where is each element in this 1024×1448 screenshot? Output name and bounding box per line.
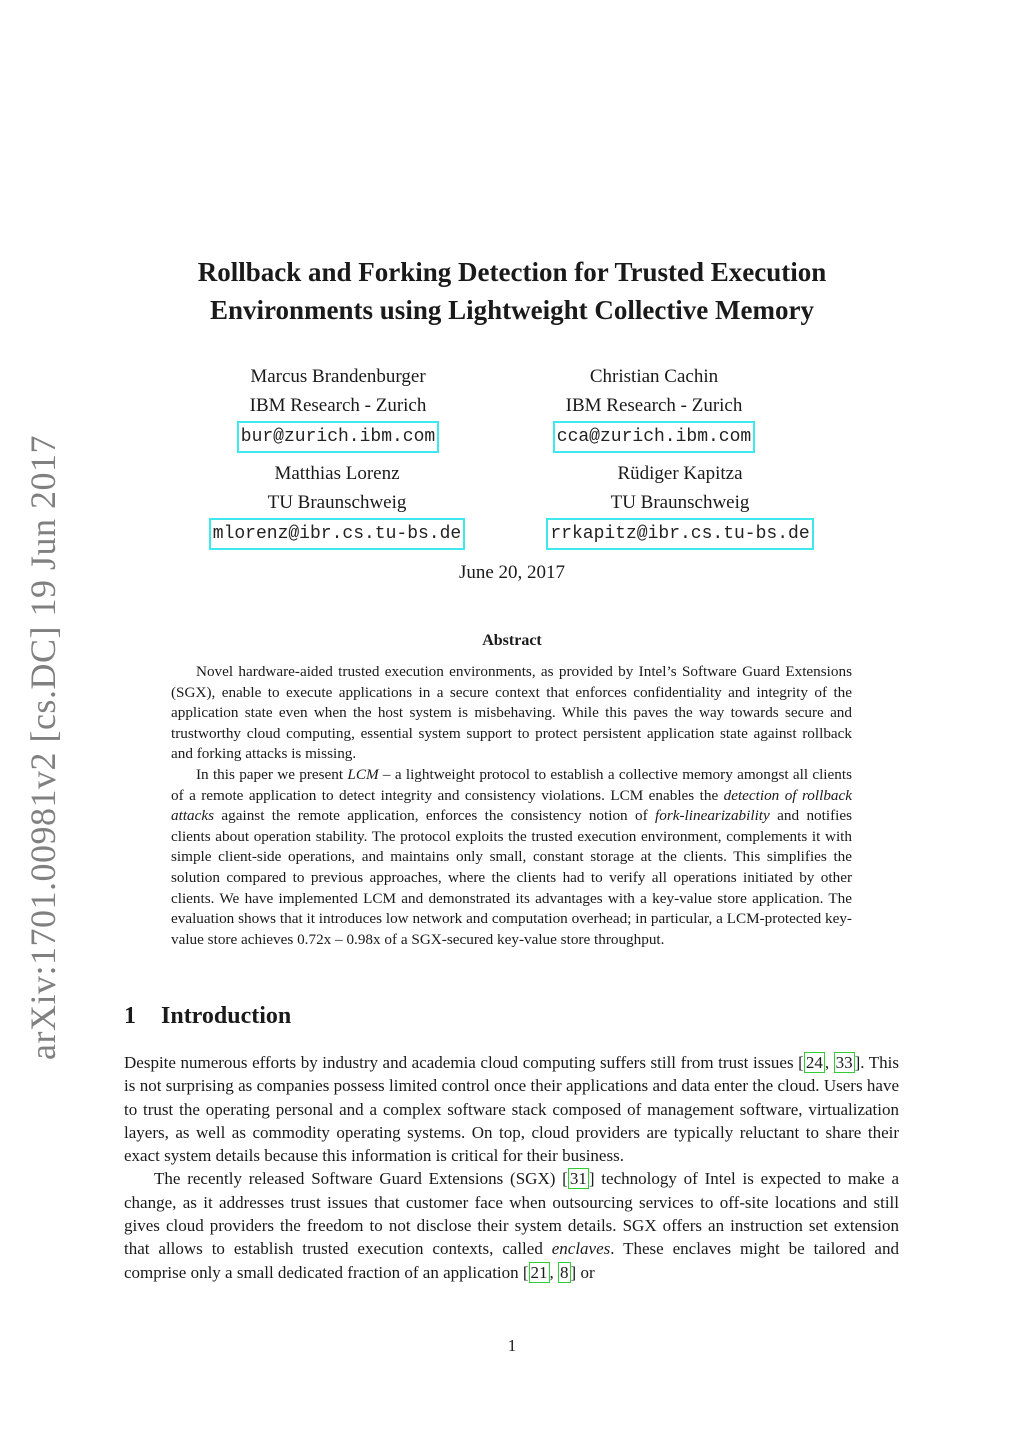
body-text: ] or	[570, 1262, 595, 1282]
abstract-body	[171, 662, 852, 950]
abstract-paragraph-1: Novel hardware-aided trusted execution environments, as provided by Intel’s Software Guard Extensions (SGX), enable to execute applications in a secure context that enforces confidentiality and integrity of the application state even when the host system is misbehaving. While this paves the way towards secure and trustworthy cloud computing, essential system support to protect persistent application state against rollback and forking attacks is missing.	[171, 663, 852, 763]
body-text: Despite numerous efforts by industry and academia cloud computing suffers still from trust issues [	[124, 1053, 804, 1072]
citation-link[interactable]: 33	[835, 1053, 853, 1072]
author-name: Marcus Brandenburger	[250, 366, 426, 387]
introduction-body	[124, 1051, 899, 1284]
paper-title	[0, 253, 1024, 329]
body-text: ,	[549, 1262, 559, 1282]
author-affiliation: IBM Research - Zurich	[565, 395, 743, 416]
author-name: Matthias Lorenz	[274, 463, 400, 484]
body-text: ]. This is not surprising as companies possess limited control once their applications and data enter the cloud. Users have to trust the operating personal and a complex software stack composed of management software, virtualization layers, as well as commodity operating systems. On top, cloud providers are typically reluctant to share their exact system details because this information is critical for their business.	[124, 1053, 900, 1166]
body-emphasis: enclaves	[551, 1239, 611, 1259]
abstract-text: and notifies clients about operation stability. The protocol exploits the trusted execution environment, complements it with simple client-side operations, and maintains only small, constant storage at the clients. This simplifies the solution compared to previous approaches, where the clients had to verify all operations initiated by other clients. We have implemented LCM and demonstrated its advantages with a key-value store application. The evaluation shows that it introduces low network and computation overhead; in particular, a LCM-protected key-value store achieves 0.72x – 0.98x of a SGX-secured key-value store throughput.	[171, 807, 852, 948]
citation-link[interactable]: 31	[569, 1169, 587, 1189]
section-heading-introduction	[124, 1003, 291, 1030]
author-block-cachin	[540, 362, 768, 453]
publication-date: June 20, 2017	[458, 562, 566, 583]
title-line-2: Environments using Lightweight Collective Memory	[210, 295, 814, 325]
author-affiliation: TU Braunschweig	[267, 492, 407, 513]
author-block-brandenburger	[194, 362, 482, 453]
author-affiliation: IBM Research - Zurich	[249, 395, 427, 416]
abstract-emphasis: detection of rollback attacks	[171, 786, 852, 825]
author-email-link[interactable]: rrkapitz@ibr.cs.tu-bs.de	[546, 518, 813, 550]
citation-link[interactable]: 21	[530, 1262, 548, 1282]
page-number: 1	[507, 1336, 517, 1355]
author-email-link[interactable]: bur@zurich.ibm.com	[237, 421, 439, 453]
author-block-lorenz	[192, 459, 482, 550]
author-email-link[interactable]: cca@zurich.ibm.com	[553, 421, 755, 453]
intro-paragraph-2	[124, 1167, 899, 1283]
author-name: Christian Cachin	[589, 366, 719, 387]
abstract-text: In this paper we present	[196, 765, 348, 783]
body-text: The recently released Software Guard Extensions (SGX) [	[154, 1169, 568, 1189]
citation-link[interactable]: 24	[805, 1053, 823, 1072]
citation-link[interactable]: 8	[560, 1262, 569, 1282]
abstract-paragraph-2	[171, 765, 852, 950]
arxiv-identifier-stamp: arXiv:1701.00981v2 [cs.DC] 19 Jun 2017	[23, 435, 63, 1060]
intro-paragraph-1	[124, 1051, 899, 1167]
abstract-emphasis: LCM	[347, 765, 379, 783]
author-email-link[interactable]: mlorenz@ibr.cs.tu-bs.de	[209, 518, 465, 550]
abstract-text: against the remote application, enforces the consistency notion of	[214, 807, 656, 825]
author-block-kapitza	[528, 459, 832, 550]
body-text: ] technology of Intel is expected to make a change, as it addresses trust issues that customer face when outsourcing services to off-site locations and still gives cloud providers the freedom to not disclose their system details. SGX offers an instruction set extension that allows to establish trusted execution contexts, called	[124, 1169, 899, 1259]
body-text: . These enclaves might be tailored and comprise only a small dedicated fraction of an application [	[124, 1239, 899, 1282]
body-text: ,	[824, 1053, 834, 1072]
abstract-text: – a lightweight protocol to establish a collective memory amongst all clients of a remote application to detect integrity and consistency violations. LCM enables the	[171, 765, 852, 804]
author-affiliation: TU Braunschweig	[610, 492, 750, 513]
abstract-emphasis: fork-linearizability	[655, 807, 770, 825]
abstract-heading: Abstract	[482, 632, 542, 649]
author-name: Rüdiger Kapitza	[617, 463, 743, 484]
section-number: 1	[124, 1003, 136, 1029]
title-line-1: Rollback and Forking Detection for Trusted Execution	[197, 257, 827, 287]
section-title: Introduction	[161, 1003, 292, 1029]
